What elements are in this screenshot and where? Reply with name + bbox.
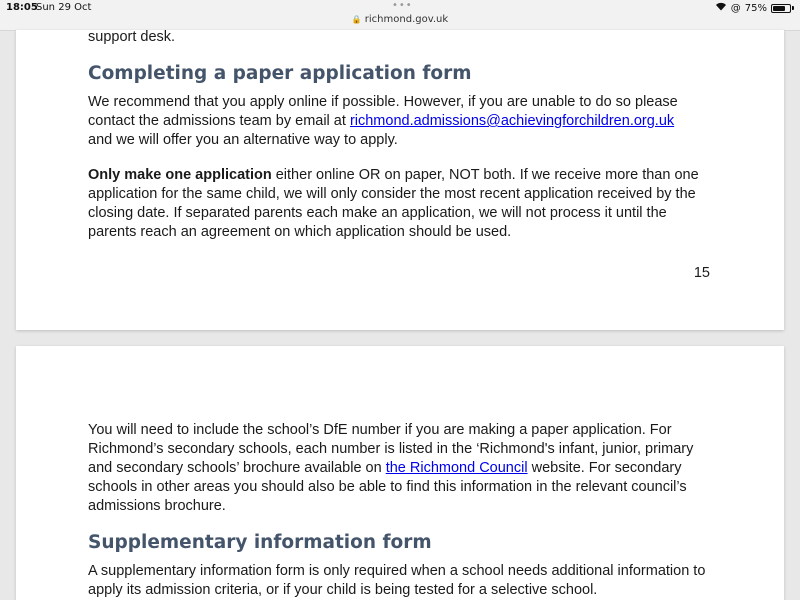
status-date: Sun 29 Oct <box>36 2 92 13</box>
paragraph-text: website. For secondary schools in other areas you should also be able to find this information in the relevant council’s admissions brochure. <box>88 460 687 514</box>
paragraph-text: either online OR on paper, NOT both. If we receive more than one application for the same child, we will only consider the most recent application received by the closing date. If separated parents each make an application, we will not process it until the parents reach an agreement on which application should be used. <box>88 167 699 240</box>
paragraph-text: and we will offer you an alternative way to apply. <box>88 132 398 148</box>
more-options-icon[interactable]: ••• <box>392 0 413 11</box>
richmond-council-link[interactable]: the Richmond Council <box>385 460 528 476</box>
battery-icon <box>771 4 791 13</box>
battery-tip <box>792 6 794 10</box>
paragraph-one-application <box>88 166 718 242</box>
section-heading-supplementary: Supplementary information form <box>88 532 432 553</box>
paragraph-supplementary: A supplementary information form is only required when a school needs additional information to apply its admission criteria, or if your child is being tested for a selective school. <box>88 563 706 598</box>
url-text: richmond.gov.uk <box>364 14 449 25</box>
section-heading-paper-form: Completing a paper application form <box>88 63 472 84</box>
status-bar <box>0 0 800 31</box>
document-page-16 <box>16 346 784 600</box>
paragraph-dfe-number <box>88 421 718 516</box>
bold-emphasis: Only make one application <box>88 167 272 183</box>
paragraph-apply-online <box>88 93 718 150</box>
battery-percent: 75% <box>744 2 767 14</box>
paragraph-text: You will need to include the school’s DfE number if you are making a paper application. For Richmond’s secondary schools, each number is listed in the ‘Richmond's infant, junior, primary and secondary schools’ brochure available on <box>88 422 694 476</box>
document-page-15 <box>16 30 784 330</box>
page-text-fragment: support desk. <box>88 29 176 45</box>
wifi-icon <box>715 2 727 14</box>
page-number: 15 <box>693 265 710 281</box>
paragraph-text: We recommend that you apply online if possible. However, if you are unable to do so please contact the admissions team by email at <box>88 94 678 129</box>
address-bar[interactable] <box>0 14 800 25</box>
status-indicators <box>715 2 794 14</box>
screen-lock-icon: @ <box>730 2 741 14</box>
admissions-email-link[interactable]: richmond.admissions@achievingforchildren.org.uk <box>349 113 675 129</box>
status-time: 18:05 <box>6 2 38 13</box>
lock-icon: 🔒 <box>351 15 362 24</box>
